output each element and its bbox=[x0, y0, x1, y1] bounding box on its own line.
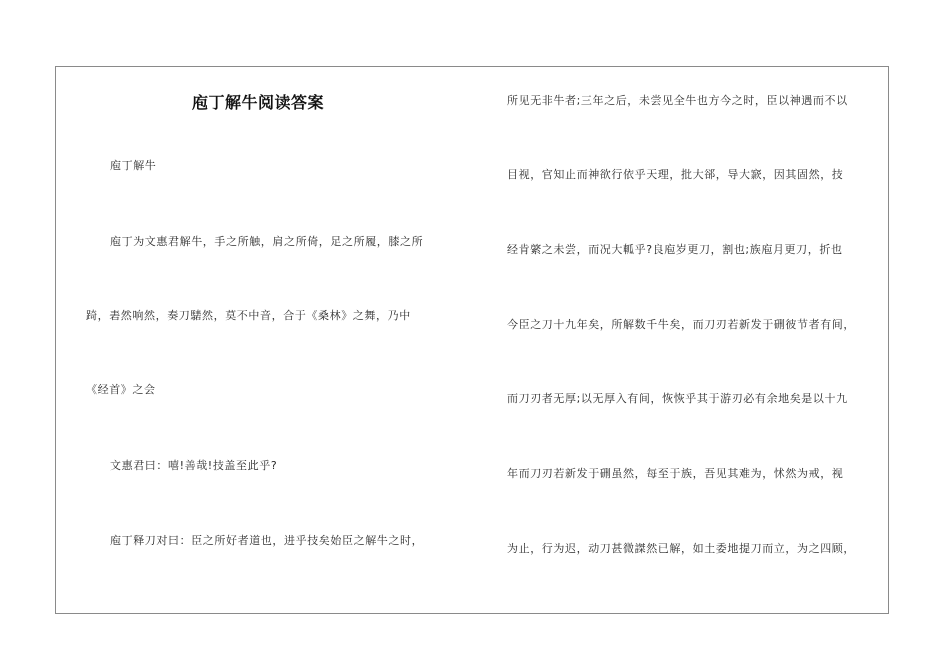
right-line-4: 今臣之刀十九年矣，所解数千牛矣，而刀刃若新发于硎彼节者有间， bbox=[507, 318, 855, 331]
left-line-1: 庖丁解牛 bbox=[110, 159, 157, 172]
right-line-2: 目视，官知止而神欲行依乎天理，批大郤，导大窾，因其固然，技 bbox=[507, 168, 844, 181]
right-line-1: 所见无非牛者;三年之后，未尝见全牛也方今之时，臣以神遇而不以 bbox=[507, 94, 848, 107]
left-line-3: 踦，砉然响然，奏刀騞然，莫不中音，合于《桑林》之舞，乃中 bbox=[86, 309, 411, 322]
left-line-5: 文惠君曰：嘻!善哉!技盖至此乎? bbox=[110, 459, 278, 472]
right-line-3: 经肯綮之未尝，而况大軱乎?良庖岁更刀，割也;族庖月更刀，折也 bbox=[507, 243, 843, 256]
left-line-6: 庖丁释刀对曰：臣之所好者道也，进乎技矣始臣之解牛之时， bbox=[110, 534, 424, 547]
page-frame bbox=[55, 66, 889, 614]
left-line-4: 《经首》之会 bbox=[86, 383, 156, 396]
right-line-7: 为止，行为迟，动刀甚微謋然已解，如土委地提刀而立，为之四顾， bbox=[507, 542, 855, 555]
right-line-6: 年而刀刃若新发于硎虽然，每至于族，吾见其难为，怵然为戒，视 bbox=[507, 467, 844, 480]
left-line-2: 庖丁为文惠君解牛，手之所触，肩之所倚，足之所履，膝之所 bbox=[110, 235, 424, 248]
document-title: 庖丁解牛阅读答案 bbox=[192, 93, 325, 112]
right-line-5: 而刀刃者无厚;以无厚入有间，恢恢乎其于游刃必有余地矣是以十九 bbox=[507, 392, 848, 405]
